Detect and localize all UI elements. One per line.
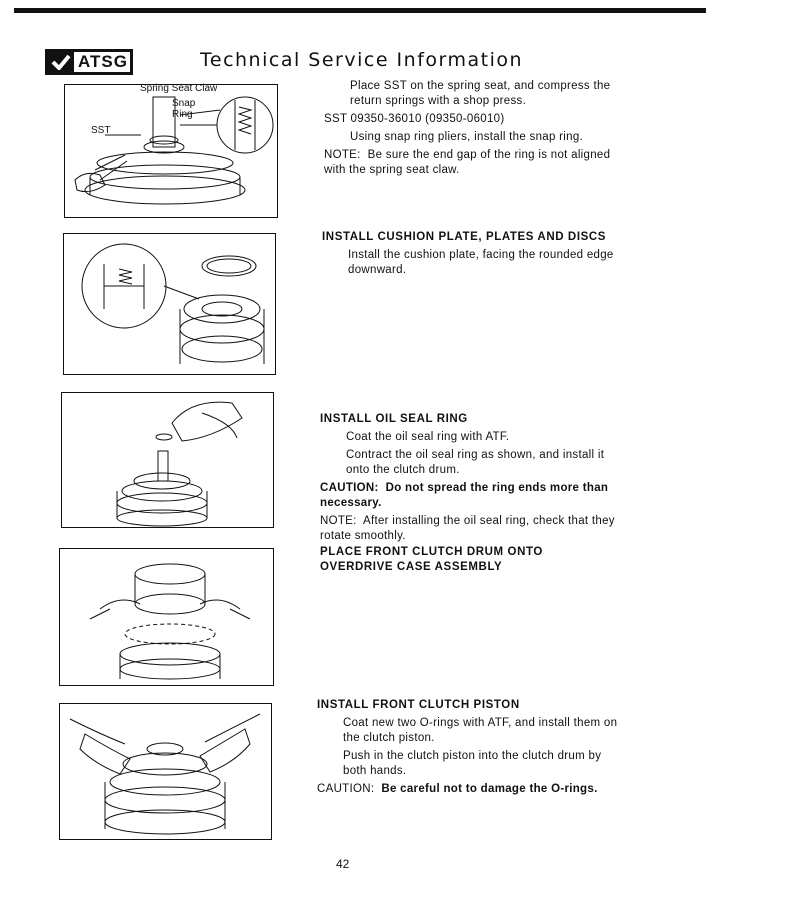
section-heading: INSTALL FRONT CLUTCH PISTON [317,699,520,711]
section-heading: INSTALL CUSHION PLATE, PLATES AND DISCS [322,231,607,243]
step-text: Contract the oil seal ring as shown, and install it onto the clutch drum. [346,449,605,476]
step-text: Install the cushion plate, facing the rounded edge downward. [348,249,614,276]
section-oil-seal-ring [320,412,625,547]
figure-oil-seal-ring [61,392,274,528]
note-text: Be sure the end gap of the ring is not aligned with the spring seat claw. [324,149,611,176]
atsg-logo [45,49,133,75]
top-rule [14,8,706,13]
page-number: 42 [336,857,350,871]
step-text: Using snap ring pliers, install the snap ring. [350,131,584,143]
figure-front-clutch-drum [59,548,274,686]
section-cushion-plate [322,230,627,281]
section-snap-ring [324,79,629,181]
sst-number: SST 09350-36010 (09350-06010) [324,113,505,125]
step-text: Coat new two O-rings with ATF, and install them on the clutch piston. [343,717,618,744]
illustration-clutch-drum [60,549,273,685]
caution-text: Be careful not to damage the O-rings. [381,783,598,795]
caution-lead: CAUTION: [317,783,375,795]
illustration-cushion-plate [64,234,275,374]
section-front-clutch-piston [317,698,623,800]
section-heading: INSTALL OIL SEAL RING [320,413,468,425]
illustration-oil-seal-ring [62,393,273,527]
label-ring: Ring [172,109,193,120]
caution [317,782,623,797]
step-text: Coat the oil seal ring with ATF. [346,431,510,443]
note [320,514,625,544]
figure-front-clutch-piston [59,703,272,840]
section-heading-line2: OVERDRIVE CASE ASSEMBLY [320,561,503,573]
note-lead: NOTE: [320,515,357,527]
illustration-snap-ring [65,85,277,217]
logo-text: ATSG [78,52,128,71]
label-sst: SST [91,125,111,136]
note-lead: NOTE: [324,149,361,161]
caution [320,481,625,511]
page-title: Technical Service Information [200,49,524,71]
caution-text: Do not spread the ring ends more than necessary. [320,482,609,509]
section-heading-line1: PLACE FRONT CLUTCH DRUM ONTO [320,546,543,558]
figure-snap-ring-install [64,84,278,218]
label-snap: Snap [172,98,196,109]
section-front-clutch-drum [320,545,625,578]
illustration-clutch-piston [60,704,271,839]
checkmark-icon [48,52,74,72]
step-text: Push in the clutch piston into the clutch drum by both hands. [343,750,602,777]
note-text: After installing the oil seal ring, check that they rotate smoothly. [320,515,615,542]
note [324,148,629,178]
step-text: Place SST on the spring seat, and compress the return springs with a shop press. [350,80,611,107]
label-spring-seat-claw: Spring Seat Claw [140,83,218,94]
caution-lead: CAUTION: [320,482,379,494]
figure-cushion-plate [63,233,276,375]
